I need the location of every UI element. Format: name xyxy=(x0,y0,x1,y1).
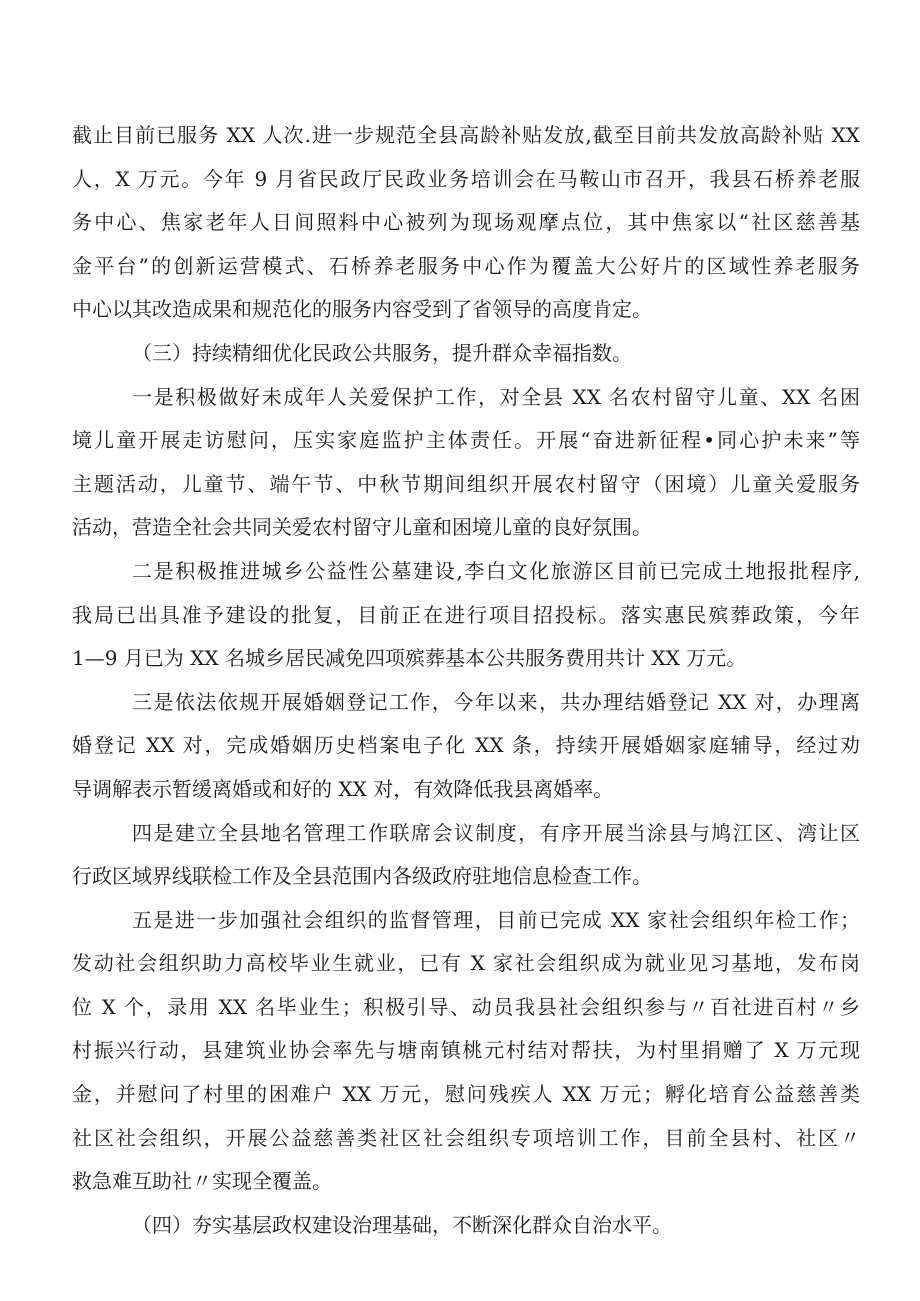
paragraph-line: 活动，营造全社会共同关爱农村留守儿童和困境儿童的良好氛围。 xyxy=(72,515,652,540)
document-body xyxy=(72,114,860,1247)
paragraph-line: 境儿童开展走访慰问，压实家庭监护主体责任。开展“奋进新征程•同心护未来”等 xyxy=(72,428,860,453)
paragraph-line: 五是进一步加强社会组织的监督管理，目前已完成 XX 家社会组织年检工作； xyxy=(132,907,860,932)
paragraph-line: 务中心、焦家老年人日间照料中心被列为现场观摩点位，其中焦家以“社区慈善基 xyxy=(72,210,860,235)
section-heading xyxy=(72,1204,860,1248)
paragraph-line: 村振兴行动，县建筑业协会率先与塘南镇桃元村结对帮扶，为村里捐赠了 X 万元现 xyxy=(72,1038,860,1063)
paragraph-line: 行政区域界线联检工作及全县范围内各级政府驻地信息检查工作。 xyxy=(72,864,652,889)
heading-text: （三）持续精细优化民政公共服务，提升群众幸福指数。 xyxy=(132,340,632,365)
paragraph-line: 婚登记 XX 对，完成婚姻历史档案电子化 XX 条，持续开展婚姻家庭辅导，经过劝 xyxy=(72,733,860,758)
section-heading xyxy=(72,332,860,376)
paragraph-line: 人，X 万元。今年 9 月省民政厅民政业务培训会在马鞍山市召开，我县石桥养老服 xyxy=(72,166,860,191)
paragraph-line: 发动社会组织助力高校毕业生就业，已有 X 家社会组织成为就业见习基地，发布岗 xyxy=(72,951,860,976)
paragraph xyxy=(72,899,860,1204)
paragraph-line: 中心以其改造成果和规范化的服务内容受到了省领导的高度肯定。 xyxy=(72,297,652,322)
paragraph-line: 四是建立全县地名管理工作联席会议制度，有序开展当涂县与鸠江区、湾让区 xyxy=(132,820,860,845)
paragraph-line: 1—9 月已为 XX 名城乡居民减免四项殡葬基本公共服务费用共计 XX 万元。 xyxy=(72,646,747,671)
paragraph xyxy=(72,550,860,681)
paragraph-line: 金平台”的创新运营模式、石桥养老服务中心作为覆盖大公好片的区域性养老服务 xyxy=(72,253,860,278)
paragraph-line: 社区社会组织，开展公益慈善类社区社会组织专项培训工作，目前全县村、社区〃 xyxy=(72,1125,860,1150)
paragraph-line: 一是积极做好未成年人关爱保护工作，对全县 XX 名农村留守儿童、XX 名困 xyxy=(132,384,860,409)
paragraph xyxy=(72,812,860,899)
paragraph-line: 位 X 个，录用 XX 名毕业生；积极引导、动员我县社会组织参与〃百社进百村〃乡 xyxy=(72,994,860,1019)
paragraph xyxy=(72,114,860,332)
paragraph-line: 金，并慰问了村里的困难户 XX 万元，慰问残疾人 XX 万元；孵化培育公益慈善类 xyxy=(72,1082,860,1107)
paragraph-line: 导调解表示暂缓离婚或和好的 XX 对，有效降低我县离婚率。 xyxy=(72,776,614,801)
paragraph-line: 三是依法依规开展婚姻登记工作，今年以来，共办理结婚登记 XX 对，办理离 xyxy=(132,689,860,714)
paragraph xyxy=(72,376,860,550)
heading-text: （四）夯实基层政权建设治理基础，不断深化群众自治水平。 xyxy=(132,1212,672,1237)
paragraph-line: 截止目前已服务 XX 人次.进一步规范全县高龄补贴发放,截至目前共发放高龄补贴 XX xyxy=(72,123,860,147)
paragraph xyxy=(72,681,860,812)
paragraph-line: 我局已出具准予建设的批复，目前正在进行项目招投标。落实惠民殡葬政策，今年 xyxy=(72,602,860,627)
paragraph-line: 主题活动，儿童节、端午节、中秋节期间组织开展农村留守（困境）儿童关爱服务 xyxy=(72,471,860,496)
paragraph-line: 救急难互助社〃实现全覆盖。 xyxy=(72,1169,332,1194)
paragraph-line: 二是积极推进城乡公益性公墓建设,李白文化旅游区目前已完成土地报批程序, xyxy=(132,558,860,583)
